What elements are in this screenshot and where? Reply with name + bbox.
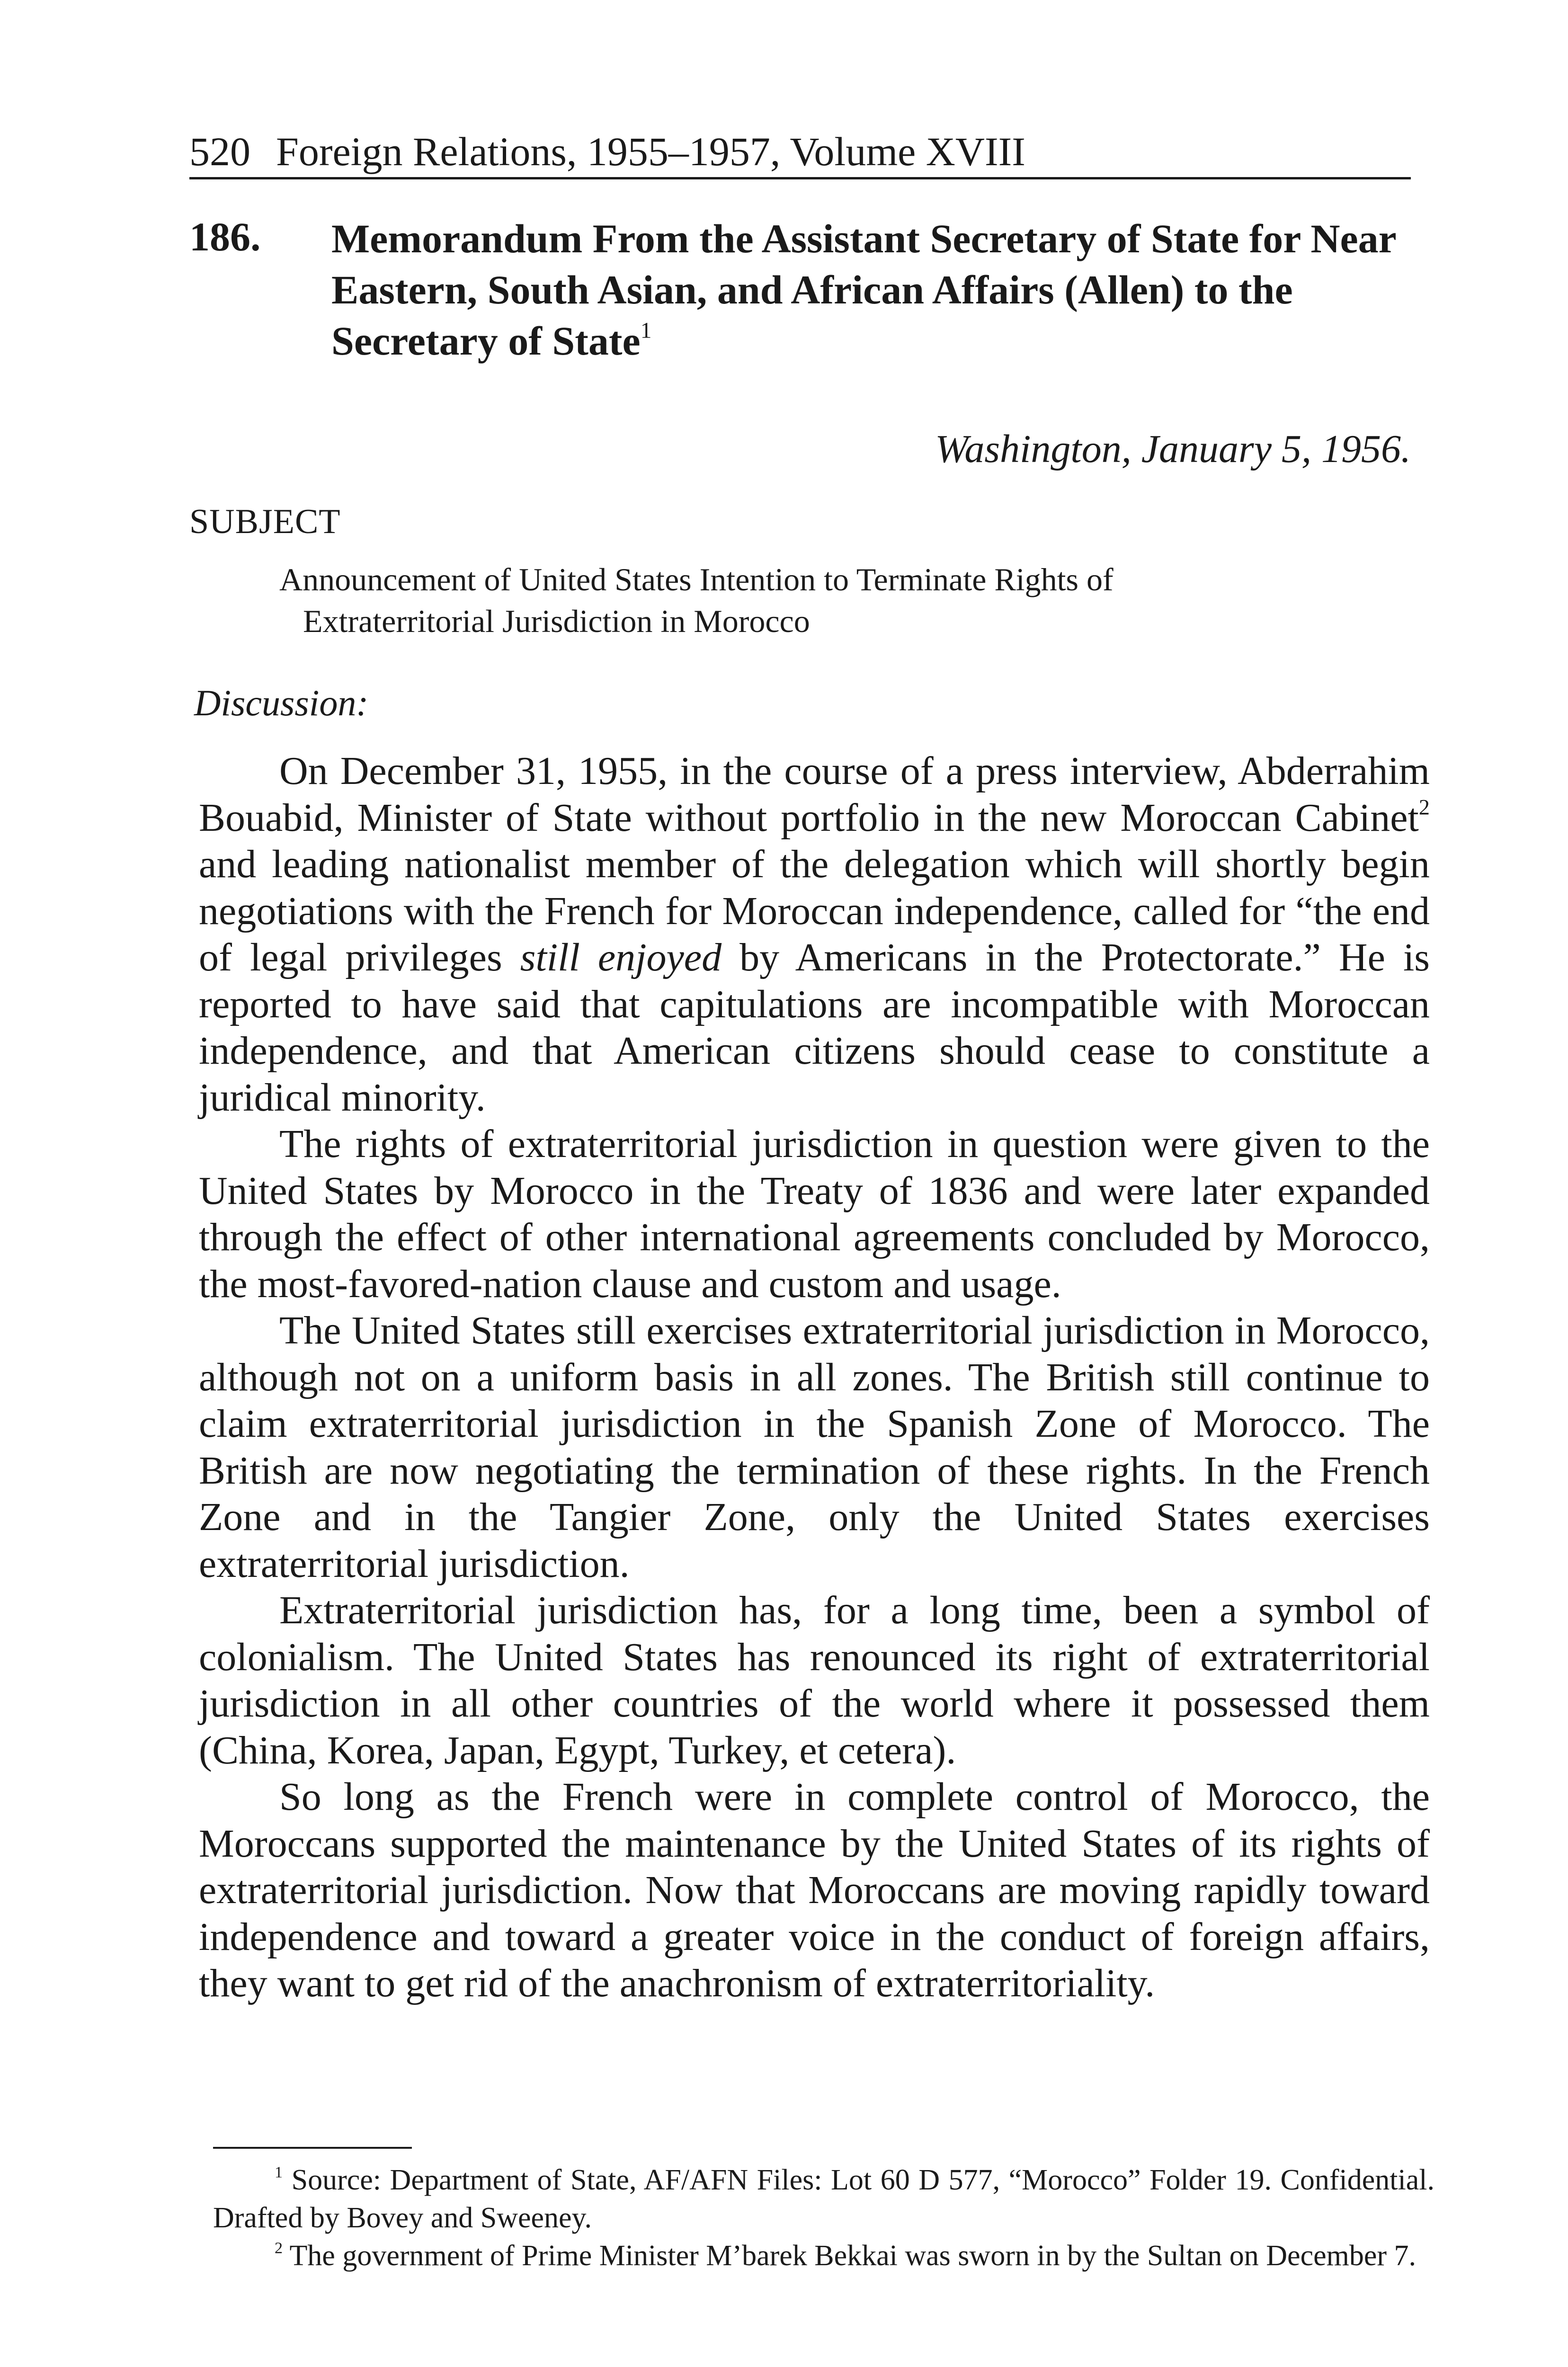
footnotes: [213, 2161, 1434, 2275]
discussion-label: Discussion:: [194, 682, 369, 723]
paragraph-1-part-b: and leading nationalist member of the delegation which will shortly begin negotiations with the French for Moroccan independence, called for “the end of legal privileges: [199, 842, 1430, 979]
footnote-ref-2: 2: [1418, 794, 1430, 819]
footnote-1-marker: 1: [275, 2163, 283, 2181]
paragraph-3: The United States still exercises extraterritorial jurisdiction in Morocco, although not on a uniform basis in all zones. The British still continue to claim extraterritorial jurisdiction in the Spanish Zone of Morocco. The British are now negotiating the termination of these rights. In the French Zone and in the Tangier Zone, only the United States exercises extraterritorial jurisdiction.: [199, 1308, 1430, 1586]
document-title: [331, 213, 1420, 366]
paragraph-1-part-c: by Americans in the Protectorate.” He is reported to have said that capitulations are incompatible with Moroccan independence, and that American citizens should cease to constitute a juridical minority.: [199, 935, 1430, 1120]
footnote-1-text: Source: Department of State, AF/AFN Files: Lot 60 D 577, “Morocco” Folder 19. Confidential. Drafted by Bovey and Sweeney.: [213, 2164, 1434, 2234]
paragraph-4: Extraterritorial jurisdiction has, for a long time, been a symbol of colonialism. The United States has renounced its right of extraterritorial jurisdiction in all other countries of the world where it possessed them (China, Korea, Japan, Egypt, Turkey, et cetera).: [199, 1588, 1430, 1772]
discussion-body: [199, 748, 1430, 2007]
dateline: Washington, January 5, 1956.: [935, 427, 1411, 471]
footnote-2: [213, 2237, 1434, 2275]
paragraph-1: [199, 748, 1430, 1121]
footnote-ref-1: 1: [640, 318, 652, 343]
footnote-1: [213, 2161, 1434, 2237]
page-number: 520: [189, 129, 250, 174]
running-header: [189, 128, 1411, 179]
running-title: Foreign Relations, 1955–1957, Volume XVIII: [276, 129, 1025, 174]
paragraph-2: The rights of extraterritorial jurisdiction in question were given to the United States by Morocco in the Treaty of 1836 and were later expanded through the effect of other international agreements concluded by Morocco, the most-favored-nation clause and custom and usage.: [199, 1122, 1430, 1306]
document-number: 186.: [189, 214, 261, 259]
footnote-2-text: The government of Prime Minister M’barek Bekkai was sworn in by the Sultan on December 7.: [289, 2240, 1416, 2272]
document-title-text: Memorandum From the Assistant Secretary of State for Near Eastern, South Asian, and African Affairs (Allen) to the Secretary of State: [331, 216, 1396, 364]
paragraph-5: So long as the French were in complete control of Morocco, the Moroccans supported the maintenance by the United States of its rights of extraterritorial jurisdiction. Now that Moroccans are moving rapidly toward independence and toward a greater voice in the conduct of foreign affairs, they want to get rid of the anachronism of extraterritoriality.: [199, 1775, 1430, 2005]
footnote-2-marker: 2: [275, 2239, 283, 2257]
subject-text: Announcement of United States Intention to Terminate Rights of Extraterritorial Jurisdiction in Morocco: [279, 561, 1114, 639]
paragraph-1-italic: still enjoyed: [520, 935, 722, 979]
subject-label: SUBJECT: [189, 502, 341, 541]
paragraph-1-part-a: On December 31, 1955, in the course of a press interview, Abderrahim Bouabid, Minister of State without portfolio in the new Moroccan Cabinet: [199, 749, 1430, 840]
footnote-divider: [213, 2147, 412, 2149]
